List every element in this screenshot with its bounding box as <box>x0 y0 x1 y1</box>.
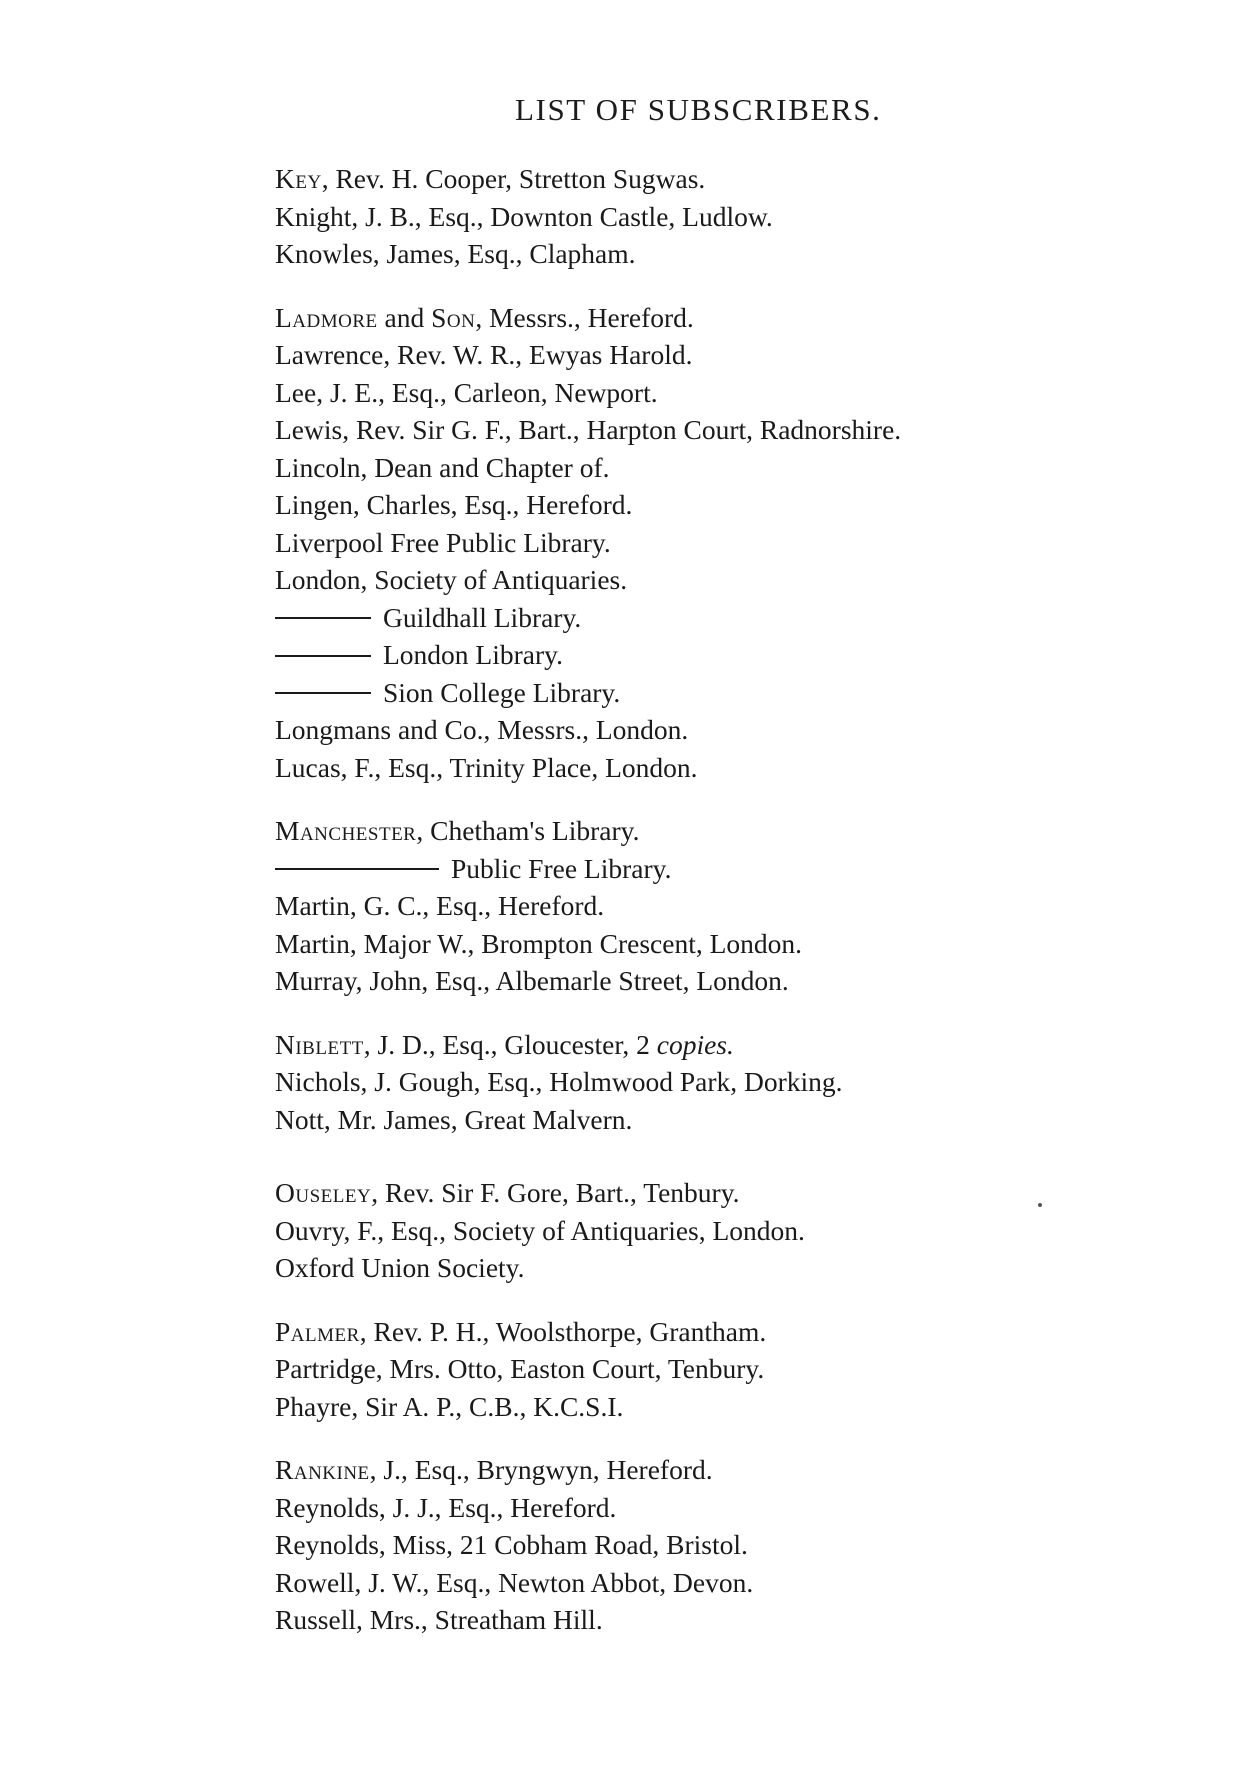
subscriber-entry: Longmans and Co., Messrs., London. <box>275 714 689 745</box>
entry-surname: Manchester <box>275 815 417 846</box>
subscriber-entry: Lewis, Rev. Sir G. F., Bart., Harpton Court, Radnorshire. <box>275 414 902 445</box>
entry-italic: copies. <box>656 1028 734 1060</box>
subscriber-entry <box>275 636 1175 674</box>
subscriber-entry <box>275 599 1175 637</box>
subscriber-entry: Nott, Mr. James, Great Malvern. <box>275 1103 633 1135</box>
entry-surname: Ladmore <box>275 301 378 333</box>
subscriber-entry: Russell, Mrs., Streatham Hill. <box>275 1604 603 1635</box>
subscriber-entry: Reynolds, Miss, 21 Cobham Road, Bristol. <box>275 1529 748 1560</box>
print-speck <box>1038 1203 1042 1207</box>
subscriber-entry: Martin, Major W., Brompton Crescent, London. <box>275 927 803 959</box>
subscriber-entry: Murray, John, Esq., Albemarle Street, London. <box>275 965 789 996</box>
subscriber-list <box>275 160 1175 1639</box>
subscriber-entry: Liverpool Free Public Library. <box>275 526 611 558</box>
subscriber-entry <box>275 299 1175 337</box>
subscriber-entry <box>275 1451 1175 1489</box>
entry-surname-2: Son <box>431 301 476 333</box>
subscriber-entry: Partridge, Mrs. Otto, Easton Court, Tenbury. <box>275 1353 765 1384</box>
subscriber-entry: Lucas, F., Esq., Trinity Place, London. <box>275 751 698 783</box>
subscriber-group-n <box>275 1026 1175 1139</box>
ditto-dash <box>275 692 371 694</box>
subscriber-entry: Lawrence, Rev. W. R., Ewyas Harold. <box>275 339 693 370</box>
subscriber-group-r <box>275 1451 1175 1639</box>
ditto-dash <box>275 868 439 870</box>
page-header: LIST OF SUBSCRIBERS. <box>515 92 882 127</box>
subscriber-entry: Reynolds, J. J., Esq., Hereford. <box>275 1491 617 1523</box>
subscriber-entry: Lee, J. E., Esq., Carleon, Newport. <box>275 376 658 408</box>
entry-surname: Palmer <box>275 1315 360 1347</box>
subscriber-entry <box>275 850 1175 888</box>
subscriber-group-k <box>275 160 1175 273</box>
subscriber-entry: Knowles, James, Esq., Clapham. <box>275 238 636 269</box>
subscriber-entry: Phayre, Sir A. P., C.B., K.C.S.I. <box>275 1390 624 1422</box>
entry-surname: Ouseley <box>275 1177 372 1208</box>
entry-text: , Rev. P. H., Woolsthorpe, Grantham. <box>359 1315 767 1347</box>
entry-text: , Rev. H. Cooper, Stretton Sugwas. <box>321 163 706 194</box>
subscriber-entry <box>275 1313 1175 1351</box>
subscriber-entry: Ouvry, F., Esq., Society of Antiquaries, London. <box>275 1214 805 1246</box>
subscriber-entry: Lingen, Charles, Esq., Hereford. <box>275 489 633 520</box>
subscriber-entry: Martin, G. C., Esq., Hereford. <box>275 890 605 921</box>
ditto-dash <box>275 617 371 619</box>
subscriber-group-o <box>275 1174 1175 1287</box>
subscriber-entry: Nichols, J. Gough, Esq., Holmwood Park, Dorking. <box>275 1066 843 1097</box>
entry-conjunction: and <box>377 301 432 333</box>
entry-text: , J. D., Esq., Gloucester, 2 <box>363 1028 657 1060</box>
subscriber-entry: Lincoln, Dean and Chapter of. <box>275 451 610 483</box>
subscriber-entry: Knight, J. B., Esq., Downton Castle, Ludlow. <box>275 200 773 232</box>
subscriber-entry: Oxford Union Society. <box>275 1252 525 1283</box>
subscriber-group-l <box>275 299 1175 787</box>
entry-text: Public Free Library. <box>451 852 672 884</box>
entry-surname: Niblett <box>275 1028 364 1060</box>
subscriber-entry <box>275 1026 1175 1064</box>
entry-text: , Chetham's Library. <box>416 815 640 846</box>
entry-text: , Messrs., Hereford. <box>475 301 694 333</box>
subscriber-entry <box>275 674 1175 712</box>
entry-text: London Library. <box>383 639 563 670</box>
entry-text: , J., Esq., Bryngwyn, Hereford. <box>369 1454 713 1485</box>
subscriber-entry: London, Society of Antiquaries. <box>275 564 628 595</box>
subscriber-entry <box>275 160 1175 198</box>
subscriber-group-m <box>275 812 1175 1000</box>
ditto-dash <box>275 655 371 657</box>
entry-surname: Rankine <box>275 1454 370 1485</box>
entry-surname: Key <box>275 163 322 194</box>
entry-text: Sion College Library. <box>383 676 621 708</box>
entry-text: , Rev. Sir F. Gore, Bart., Tenbury. <box>371 1177 740 1208</box>
subscriber-entry <box>275 812 1175 850</box>
subscriber-entry: Rowell, J. W., Esq., Newton Abbot, Devon. <box>275 1566 754 1598</box>
entry-text: Guildhall Library. <box>383 601 582 633</box>
subscriber-group-p <box>275 1313 1175 1426</box>
